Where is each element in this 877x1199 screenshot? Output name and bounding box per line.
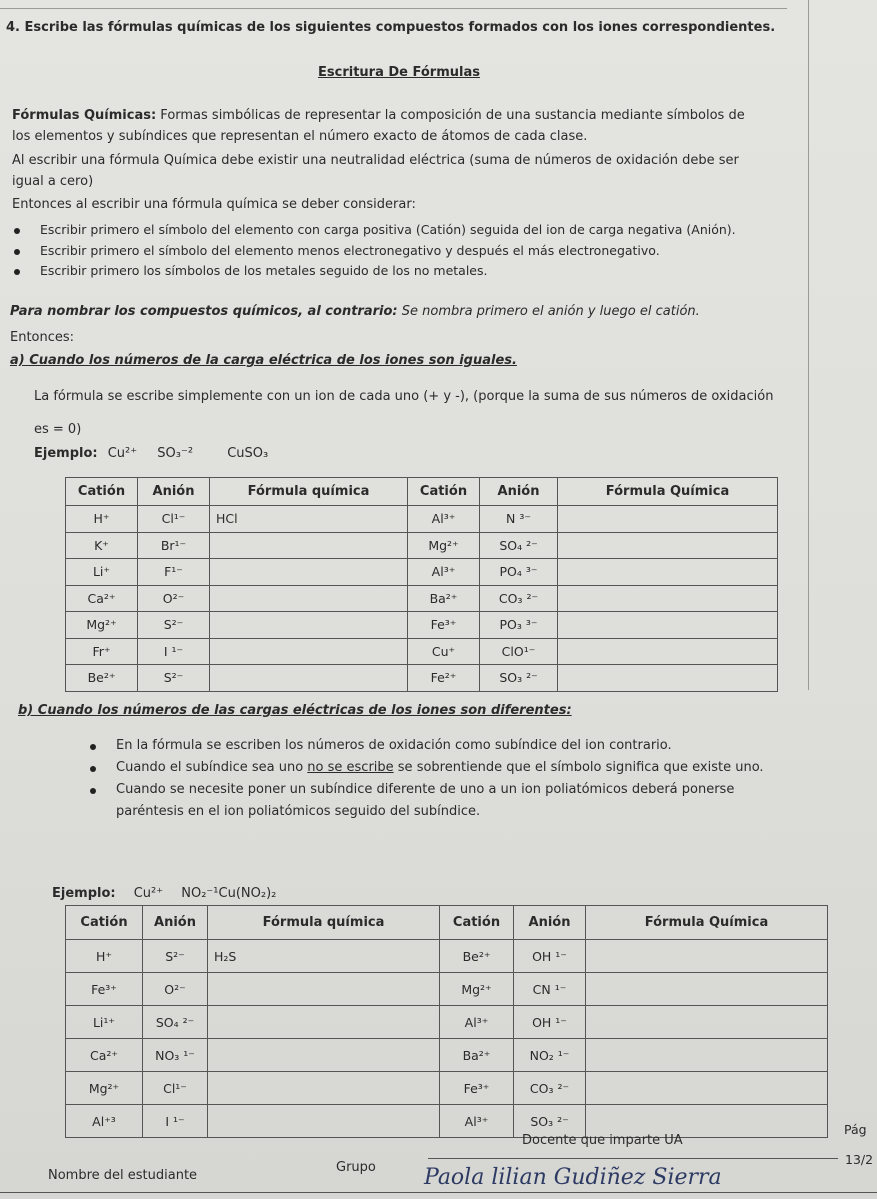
part-a-cation-cell: Fe²⁺ bbox=[408, 665, 480, 692]
part-b-bullet-2-pre: Cuando el subíndice sea uno bbox=[116, 760, 308, 775]
part-a-formula-cell[interactable] bbox=[210, 585, 408, 612]
part-b-table bbox=[65, 905, 828, 1138]
part-b-cation-cell: Mg²⁺ bbox=[66, 1072, 143, 1105]
part-b-anion-cell: I ¹⁻ bbox=[143, 1105, 208, 1138]
part-b-anion-cell: OH ¹⁻ bbox=[514, 1006, 586, 1039]
table-row bbox=[66, 1105, 828, 1138]
part-a-anion-cell: Cl¹⁻ bbox=[138, 506, 210, 533]
table-row bbox=[66, 532, 778, 559]
student-signature: Paola lilian Gudiñez Sierra bbox=[424, 1165, 722, 1190]
part-a-heading: a) Cuando los números de la carga eléctrica de los iones son iguales. bbox=[10, 353, 517, 368]
part-b-cation-cell: Li¹⁺ bbox=[66, 1006, 143, 1039]
part-b-header-5: Fórmula Química bbox=[586, 906, 828, 940]
part-b-cation-cell: Al³⁺ bbox=[440, 1105, 514, 1138]
part-a-anion-cell: PO₄ ³⁻ bbox=[480, 559, 558, 586]
page-number: 13/2 bbox=[845, 1152, 874, 1167]
part-a-cation-cell: Mg²⁺ bbox=[408, 532, 480, 559]
consider-bullet-3: Escribir primero los símbolos de los metales seguido de los no metales. bbox=[40, 263, 488, 278]
part-a-cation-cell: H⁺ bbox=[66, 506, 138, 533]
part-a-example bbox=[34, 446, 268, 461]
part-a-header-5: Fórmula Química bbox=[558, 478, 778, 506]
definition-line-2: los elementos y subíndices que representan el número exacto de átomos de cada clase. bbox=[12, 129, 588, 144]
part-b-anion-cell: CO₃ ²⁻ bbox=[514, 1072, 586, 1105]
section-title: Escritura De Fórmulas bbox=[318, 65, 480, 80]
table-row bbox=[66, 1072, 828, 1105]
table-row bbox=[66, 1006, 828, 1039]
part-b-cation-cell: Be²⁺ bbox=[440, 940, 514, 973]
part-a-header-4: Anión bbox=[480, 478, 558, 506]
part-a-anion-cell: S²⁻ bbox=[138, 665, 210, 692]
part-a-anion-cell: SO₃ ²⁻ bbox=[480, 665, 558, 692]
part-a-text-2: es = 0) bbox=[34, 422, 82, 437]
part-b-example bbox=[52, 886, 276, 901]
part-b-anion-cell: NO₃ ¹⁻ bbox=[143, 1039, 208, 1072]
question-text: 4. Escribe las fórmulas químicas de los siguientes compuestos formados con los iones correspondientes. bbox=[6, 20, 776, 35]
part-b-cation-cell: Fe³⁺ bbox=[440, 1072, 514, 1105]
neutrality-line-1: Al escribir una fórmula Química debe existir una neutralidad eléctrica (suma de números de oxidación debe ser bbox=[12, 153, 739, 168]
neutrality-line-2: igual a cero) bbox=[12, 174, 94, 189]
part-b-header-3: Catión bbox=[440, 906, 514, 940]
part-a-anion-cell: F¹⁻ bbox=[138, 559, 210, 586]
part-a-formula-cell[interactable] bbox=[210, 612, 408, 639]
part-b-formula-cell[interactable] bbox=[586, 973, 828, 1006]
part-b-formula-cell[interactable] bbox=[208, 1006, 440, 1039]
part-b-bullet-2-post: se sobrentiende que el símbolo significa que existe uno. bbox=[393, 760, 764, 775]
part-b-formula-cell[interactable] bbox=[586, 940, 828, 973]
part-a-cation-cell: Al³⁺ bbox=[408, 559, 480, 586]
part-a-formula-cell[interactable]: HCl bbox=[210, 506, 408, 533]
part-b-example-anion: NO₂⁻¹ bbox=[181, 886, 219, 901]
group-label: Grupo bbox=[336, 1160, 376, 1175]
part-b-bullet-3-cont: paréntesis en el ion poliatómicos seguido del subíndice. bbox=[116, 804, 481, 819]
part-b-example-cation: Cu²⁺ bbox=[133, 886, 164, 901]
table-row bbox=[66, 612, 778, 639]
part-b-header-4: Anión bbox=[514, 906, 586, 940]
naming-rest: Se nombra primero el anión y luego el catión. bbox=[397, 304, 700, 319]
part-a-cation-cell: Al³⁺ bbox=[408, 506, 480, 533]
table-row bbox=[66, 506, 778, 533]
part-a-example-formula: CuSO₃ bbox=[227, 446, 269, 461]
part-a-example-label: Ejemplo: bbox=[34, 446, 98, 461]
part-a-anion-cell: Br¹⁻ bbox=[138, 532, 210, 559]
table-row bbox=[66, 940, 828, 973]
part-a-cation-cell: Li⁺ bbox=[66, 559, 138, 586]
part-b-formula-cell[interactable] bbox=[586, 1006, 828, 1039]
part-a-formula-cell[interactable] bbox=[210, 665, 408, 692]
part-b-anion-cell: S²⁻ bbox=[143, 940, 208, 973]
part-b-example-formula: Cu(NO₂)₂ bbox=[218, 886, 277, 901]
part-a-formula-cell[interactable] bbox=[558, 612, 778, 639]
definition-line-1 bbox=[12, 108, 745, 123]
consider-bullet-1: Escribir primero el símbolo del elemento con carga positiva (Catión) seguida del ion de carga negativa (Anión). bbox=[40, 222, 736, 237]
part-a-example-cation: Cu²⁺ bbox=[107, 446, 138, 461]
part-b-bullet-2-underlined: no se escribe bbox=[307, 760, 394, 775]
part-b-formula-cell[interactable]: H₂S bbox=[208, 940, 440, 973]
part-b-formula-cell[interactable] bbox=[208, 1105, 440, 1138]
teacher-label: Docente que imparte UA bbox=[522, 1133, 683, 1148]
part-b-cation-cell: Al⁺³ bbox=[66, 1105, 143, 1138]
part-b-cation-cell: H⁺ bbox=[66, 940, 143, 973]
part-a-cation-cell: K⁺ bbox=[66, 532, 138, 559]
table-row bbox=[66, 559, 778, 586]
part-b-anion-cell: Cl¹⁻ bbox=[143, 1072, 208, 1105]
part-a-cation-cell: Ca²⁺ bbox=[66, 585, 138, 612]
table-row bbox=[66, 585, 778, 612]
top-rule bbox=[0, 8, 787, 9]
part-b-anion-cell: SO₃ ²⁻ bbox=[514, 1105, 586, 1138]
part-b-cation-cell: Al³⁺ bbox=[440, 1006, 514, 1039]
part-b-anion-cell: NO₂ ¹⁻ bbox=[514, 1039, 586, 1072]
part-b-cation-cell: Fe³⁺ bbox=[66, 973, 143, 1006]
part-a-anion-cell: PO₃ ³⁻ bbox=[480, 612, 558, 639]
part-a-header-row bbox=[66, 478, 778, 506]
part-a-header-1: Anión bbox=[138, 478, 210, 506]
part-a-formula-cell[interactable] bbox=[558, 585, 778, 612]
part-b-formula-cell[interactable] bbox=[208, 1039, 440, 1072]
part-a-text-1: La fórmula se escribe simplemente con un ion de cada uno (+ y -), (porque la suma de sus números de oxidación bbox=[34, 389, 774, 404]
table-row bbox=[66, 1039, 828, 1072]
part-a-formula-cell[interactable] bbox=[558, 532, 778, 559]
part-b-header-0: Catión bbox=[66, 906, 143, 940]
part-b-example-label: Ejemplo: bbox=[52, 886, 116, 901]
student-name-label: Nombre del estudiante bbox=[48, 1168, 198, 1183]
part-b-bullet-2 bbox=[116, 760, 764, 775]
consider-bullet-2: Escribir primero el símbolo del elemento menos electronegativo y después el más electronegativo. bbox=[40, 243, 660, 258]
part-a-cation-cell: Be²⁺ bbox=[66, 665, 138, 692]
student-signature-line bbox=[0, 1192, 877, 1193]
part-a-header-0: Catión bbox=[66, 478, 138, 506]
right-margin-rule bbox=[808, 0, 809, 690]
consider-intro: Entonces al escribir una fórmula química se deber considerar: bbox=[12, 197, 416, 212]
table-row bbox=[66, 973, 828, 1006]
part-b-anion-cell: CN ¹⁻ bbox=[514, 973, 586, 1006]
part-a-formula-cell[interactable] bbox=[558, 638, 778, 665]
part-a-formula-cell[interactable] bbox=[558, 665, 778, 692]
part-a-formula-cell[interactable] bbox=[210, 559, 408, 586]
part-b-header-1: Anión bbox=[143, 906, 208, 940]
part-a-cation-cell: Mg²⁺ bbox=[66, 612, 138, 639]
part-a-cation-cell: Fe³⁺ bbox=[408, 612, 480, 639]
part-b-bullet-1: En la fórmula se escriben los números de oxidación como subíndice del ion contrario. bbox=[116, 738, 672, 753]
part-b-header-2: Fórmula química bbox=[208, 906, 440, 940]
part-a-anion-cell: O²⁻ bbox=[138, 585, 210, 612]
naming-rule bbox=[10, 304, 700, 319]
part-b-header-row bbox=[66, 906, 828, 940]
part-a-formula-cell[interactable] bbox=[210, 532, 408, 559]
naming-lead: Para nombrar los compuestos químicos, al contrario: bbox=[10, 304, 398, 319]
part-b-bullet-3: Cuando se necesite poner un subíndice diferente de uno a un ion poliatómicos deberá ponerse bbox=[116, 782, 735, 797]
part-b-formula-cell[interactable] bbox=[586, 1072, 828, 1105]
part-b-anion-cell: SO₄ ²⁻ bbox=[143, 1006, 208, 1039]
entonces-label: Entonces: bbox=[10, 330, 75, 345]
part-a-cation-cell: Ba²⁺ bbox=[408, 585, 480, 612]
part-a-header-3: Catión bbox=[408, 478, 480, 506]
part-b-anion-cell: O²⁻ bbox=[143, 973, 208, 1006]
part-a-formula-cell[interactable] bbox=[558, 506, 778, 533]
part-a-anion-cell: ClO¹⁻ bbox=[480, 638, 558, 665]
part-b-cation-cell: Ba²⁺ bbox=[440, 1039, 514, 1072]
part-a-anion-cell: I ¹⁻ bbox=[138, 638, 210, 665]
part-b-formula-cell[interactable] bbox=[586, 1039, 828, 1072]
part-b-anion-cell: OH ¹⁻ bbox=[514, 940, 586, 973]
part-a-cation-cell: Fr⁺ bbox=[66, 638, 138, 665]
part-b-heading: b) Cuando los números de las cargas eléctricas de los iones son diferentes: bbox=[18, 703, 572, 718]
part-b-formula-cell[interactable] bbox=[208, 1072, 440, 1105]
part-a-cation-cell: Cu⁺ bbox=[408, 638, 480, 665]
table-row bbox=[66, 638, 778, 665]
part-b-cation-cell: Ca²⁺ bbox=[66, 1039, 143, 1072]
definition-text: Formas simbólicas de representar la composición de una sustancia mediante símbolos de bbox=[156, 108, 745, 123]
teacher-signature-line bbox=[428, 1158, 838, 1159]
page-label: Pág bbox=[844, 1122, 867, 1137]
part-a-anion-cell: N ³⁻ bbox=[480, 506, 558, 533]
part-b-formula-cell[interactable] bbox=[208, 973, 440, 1006]
part-a-formula-cell[interactable] bbox=[558, 559, 778, 586]
part-b-cation-cell: Mg²⁺ bbox=[440, 973, 514, 1006]
part-a-anion-cell: SO₄ ²⁻ bbox=[480, 532, 558, 559]
part-a-formula-cell[interactable] bbox=[210, 638, 408, 665]
part-a-anion-cell: S²⁻ bbox=[138, 612, 210, 639]
part-a-header-2: Fórmula química bbox=[210, 478, 408, 506]
table-row bbox=[66, 665, 778, 692]
part-a-example-anion: SO₃⁻² bbox=[157, 446, 194, 461]
definition-term: Fórmulas Químicas: bbox=[12, 108, 157, 123]
part-a-anion-cell: CO₃ ²⁻ bbox=[480, 585, 558, 612]
part-a-table bbox=[65, 477, 778, 692]
